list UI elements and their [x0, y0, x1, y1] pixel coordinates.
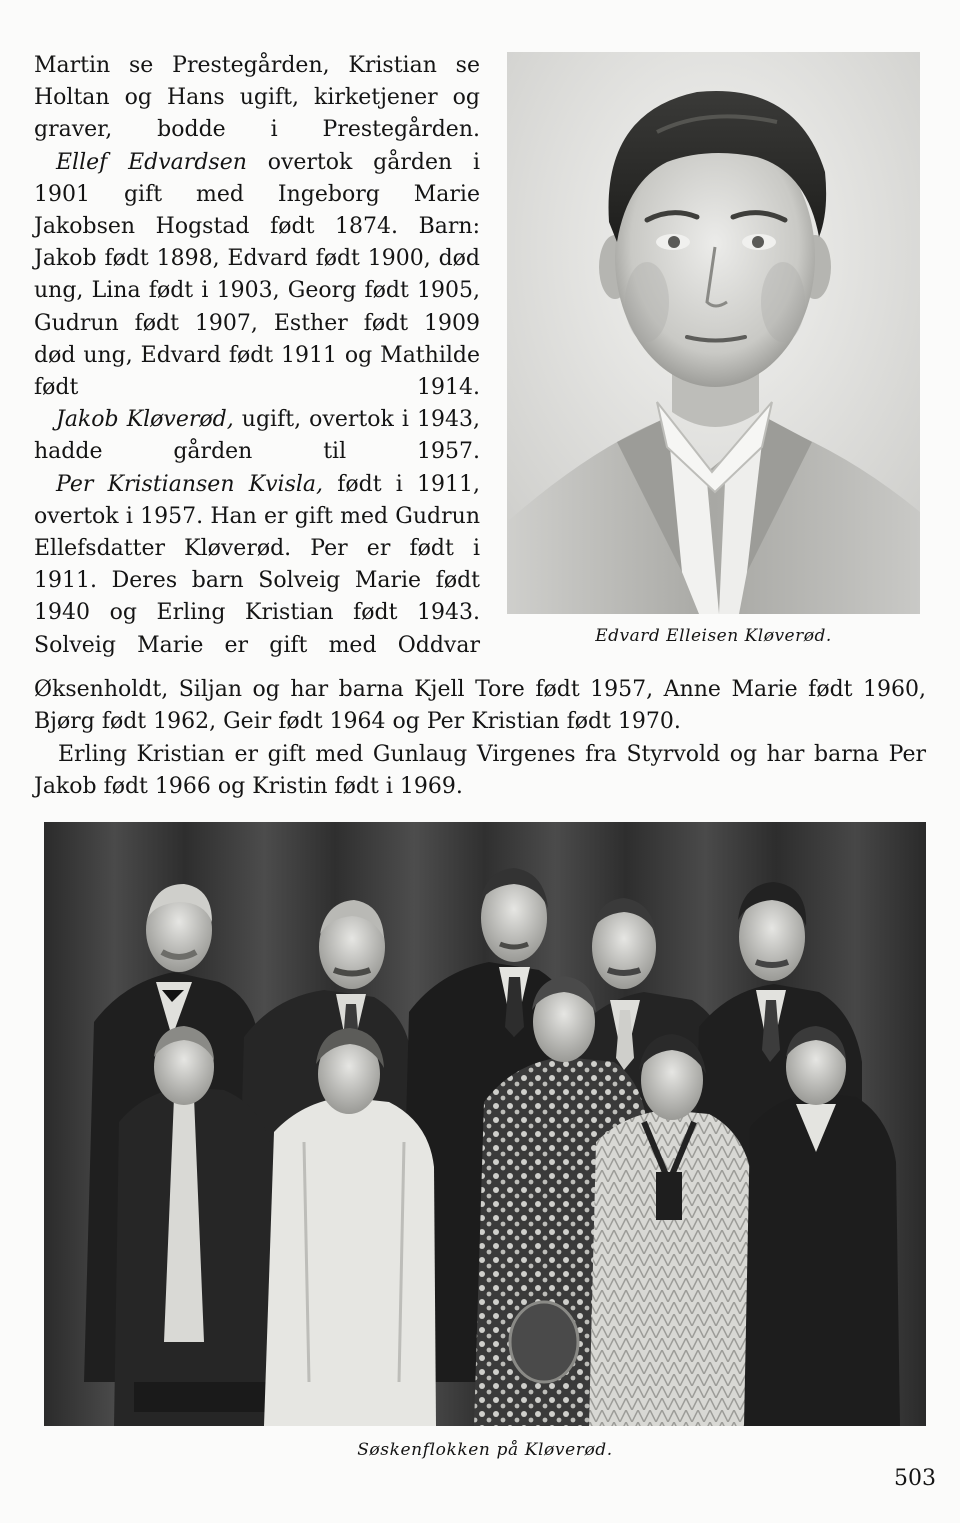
paragraph-2-text: overtok gården i 1901 gift med Ingeborg Marie Jakobsen Hogstad født 1874. Barn: Jakob født 1898, Edvard født 1900, død ung, Lina født i 1903, Georg født 1905, Gudrun født 1907, Esther født 1909 død ung, Edvard født 1911 og Mathilde født 1914.: [34, 149, 480, 401]
paragraph-3-text: ugift, overtok i 1943, hadde gården til 1957.: [34, 407, 480, 465]
paragraph-1: Martin se Prestegården, Kristian se Holtan og Hans ugift, kirketjener og graver, bodde i Prestegården.: [34, 53, 480, 143]
owner-name-ellef: Ellef Edvardsen: [56, 149, 247, 175]
group-photo: [44, 822, 926, 1426]
page-number: 503: [894, 1466, 936, 1491]
owner-name-jakob: Jakob Kløverød,: [56, 407, 234, 433]
paragraph-3: [34, 404, 480, 468]
paragraph-5: Erling Kristian er gift med Gunlaug Virgenes fra Styrvold og har barna Per Jakob født 1966 og Kristin født i 1969.: [34, 741, 926, 799]
owner-name-per: Per Kristiansen Kvisla,: [56, 471, 324, 497]
portrait-illustration: [507, 52, 920, 614]
paragraph-4: [34, 469, 480, 662]
paragraph-4-continued: Øksenholdt, Siljan og har barna Kjell Tore født 1957, Anne Marie født 1960, Bjørg født 1962, Geir født 1964 og Per Kristian født 1970.: [34, 677, 926, 735]
paragraph-2: [34, 147, 480, 405]
portrait-photo: [507, 52, 920, 614]
cushion: [510, 1302, 578, 1382]
wide-text: [34, 642, 926, 803]
portrait-caption: Edvard Elleisen Kløverød.: [595, 626, 832, 646]
group-photo-caption: Søskenflokken på Kløverød.: [357, 1440, 613, 1460]
paragraph-4-text: født i 1911, overtok i 1957. Han er gift med Gudrun Ellefsdatter Kløverød. Per er født i 1911. Deres barn Solveig Marie født 1940 og Erling Kristian født 1943. Solveig Marie er gift med Oddvar: [34, 471, 480, 658]
group-illustration: [44, 822, 926, 1426]
left-column-text: [34, 50, 480, 662]
